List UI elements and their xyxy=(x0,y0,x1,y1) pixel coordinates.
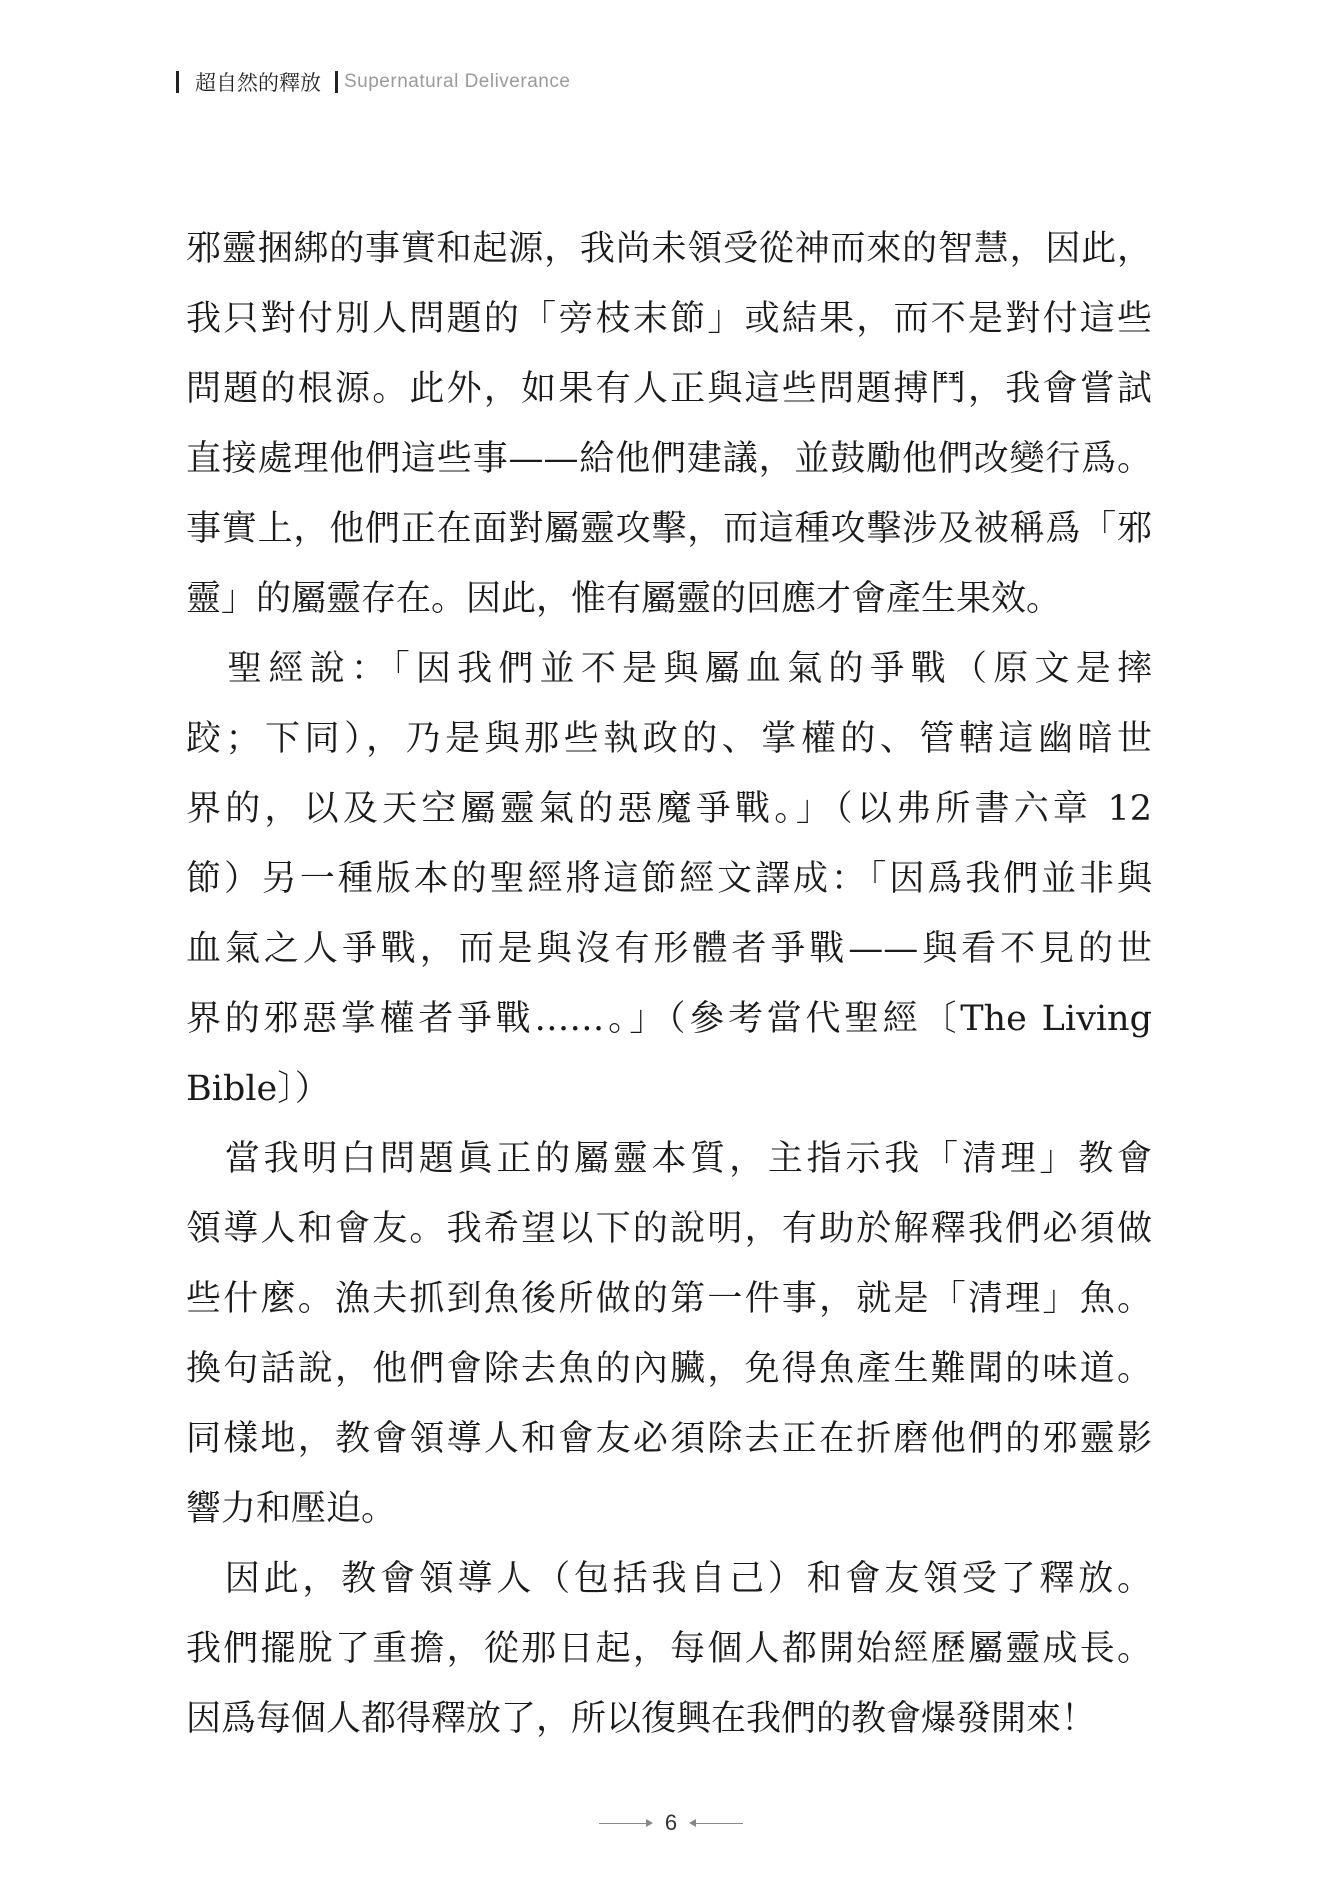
running-header xyxy=(176,68,570,96)
text-line: 界的，以及天空屬靈氣的惡魔爭戰。」（以弗所書六章 12 xyxy=(186,789,1152,829)
text-line: 聖經說：「因我們並不是與屬血氣的爭戰（原文是摔 xyxy=(186,649,1152,689)
footer-ornament-right xyxy=(691,1823,743,1824)
header-divider xyxy=(335,71,338,93)
book-subtitle: Supernatural Deliverance xyxy=(344,71,571,92)
text-line: 因此，教會領導人（包括我自己）和會友領受了釋放。 xyxy=(186,1559,1152,1599)
paragraph xyxy=(186,214,1152,634)
header-divider xyxy=(176,71,179,93)
text-line: 因爲每個人都得釋放了，所以復興在我們的教會爆發開來！ xyxy=(186,1699,1097,1739)
text-line: 響力和壓迫。 xyxy=(186,1489,397,1529)
paragraph xyxy=(186,1124,1152,1544)
paragraph xyxy=(186,1544,1152,1754)
text-line: 跤；下同），乃是與那些執政的、掌權的、管轄這幽暗世 xyxy=(186,719,1152,759)
page-number: 6 xyxy=(664,1810,678,1835)
text-line: 我們擺脫了重擔，從那日起，每個人都開始經歷屬靈成長。 xyxy=(186,1629,1152,1669)
text-line: Bible〕） xyxy=(186,1069,330,1109)
text-line: 界的邪惡掌權者爭戰……。」（參考當代聖經〔The Living xyxy=(186,999,1152,1039)
text-line: 邪靈捆綁的事實和起源，我尚未領受從神而來的智慧，因此， xyxy=(186,229,1152,269)
text-line: 領導人和會友。我希望以下的說明，有助於解釋我們必須做 xyxy=(186,1209,1152,1249)
text-line: 直接處理他們這些事——給他們建議，並鼓勵他們改變行爲。 xyxy=(186,439,1152,479)
text-line: 同樣地，教會領導人和會友必須除去正在折磨他們的邪靈影 xyxy=(186,1419,1152,1459)
text-line: 當我明白問題眞正的屬靈本質，主指示我「清理」教會 xyxy=(186,1139,1152,1179)
text-line: 問題的根源。此外，如果有人正與這些問題搏鬥，我會嘗試 xyxy=(186,369,1152,409)
page-footer xyxy=(0,1808,1342,1838)
text-line: 換句話說，他們會除去魚的內臟，免得魚產生難聞的味道。 xyxy=(186,1349,1152,1389)
text-line: 事實上，他們正在面對屬靈攻擊，而這種攻擊涉及被稱爲「邪 xyxy=(186,509,1152,549)
paragraph xyxy=(186,634,1152,1124)
text-line: 節）另一種版本的聖經將這節經文譯成：「因爲我們並非與 xyxy=(186,859,1152,899)
text-line: 靈」的屬靈存在。因此，惟有屬靈的回應才會產生果效。 xyxy=(186,579,1062,619)
footer-ornament-left xyxy=(599,1823,651,1824)
text-line: 我只對付別人問題的「旁枝末節」或結果，而不是對付這些 xyxy=(186,299,1152,339)
text-line: 些什麼。漁夫抓到魚後所做的第一件事，就是「清理」魚。 xyxy=(186,1279,1152,1319)
text-line: 血氣之人爭戰，而是與沒有形體者爭戰——與看不見的世 xyxy=(186,929,1152,969)
book-title: 超自然的釋放 xyxy=(195,71,321,95)
body-text xyxy=(186,214,1152,1754)
